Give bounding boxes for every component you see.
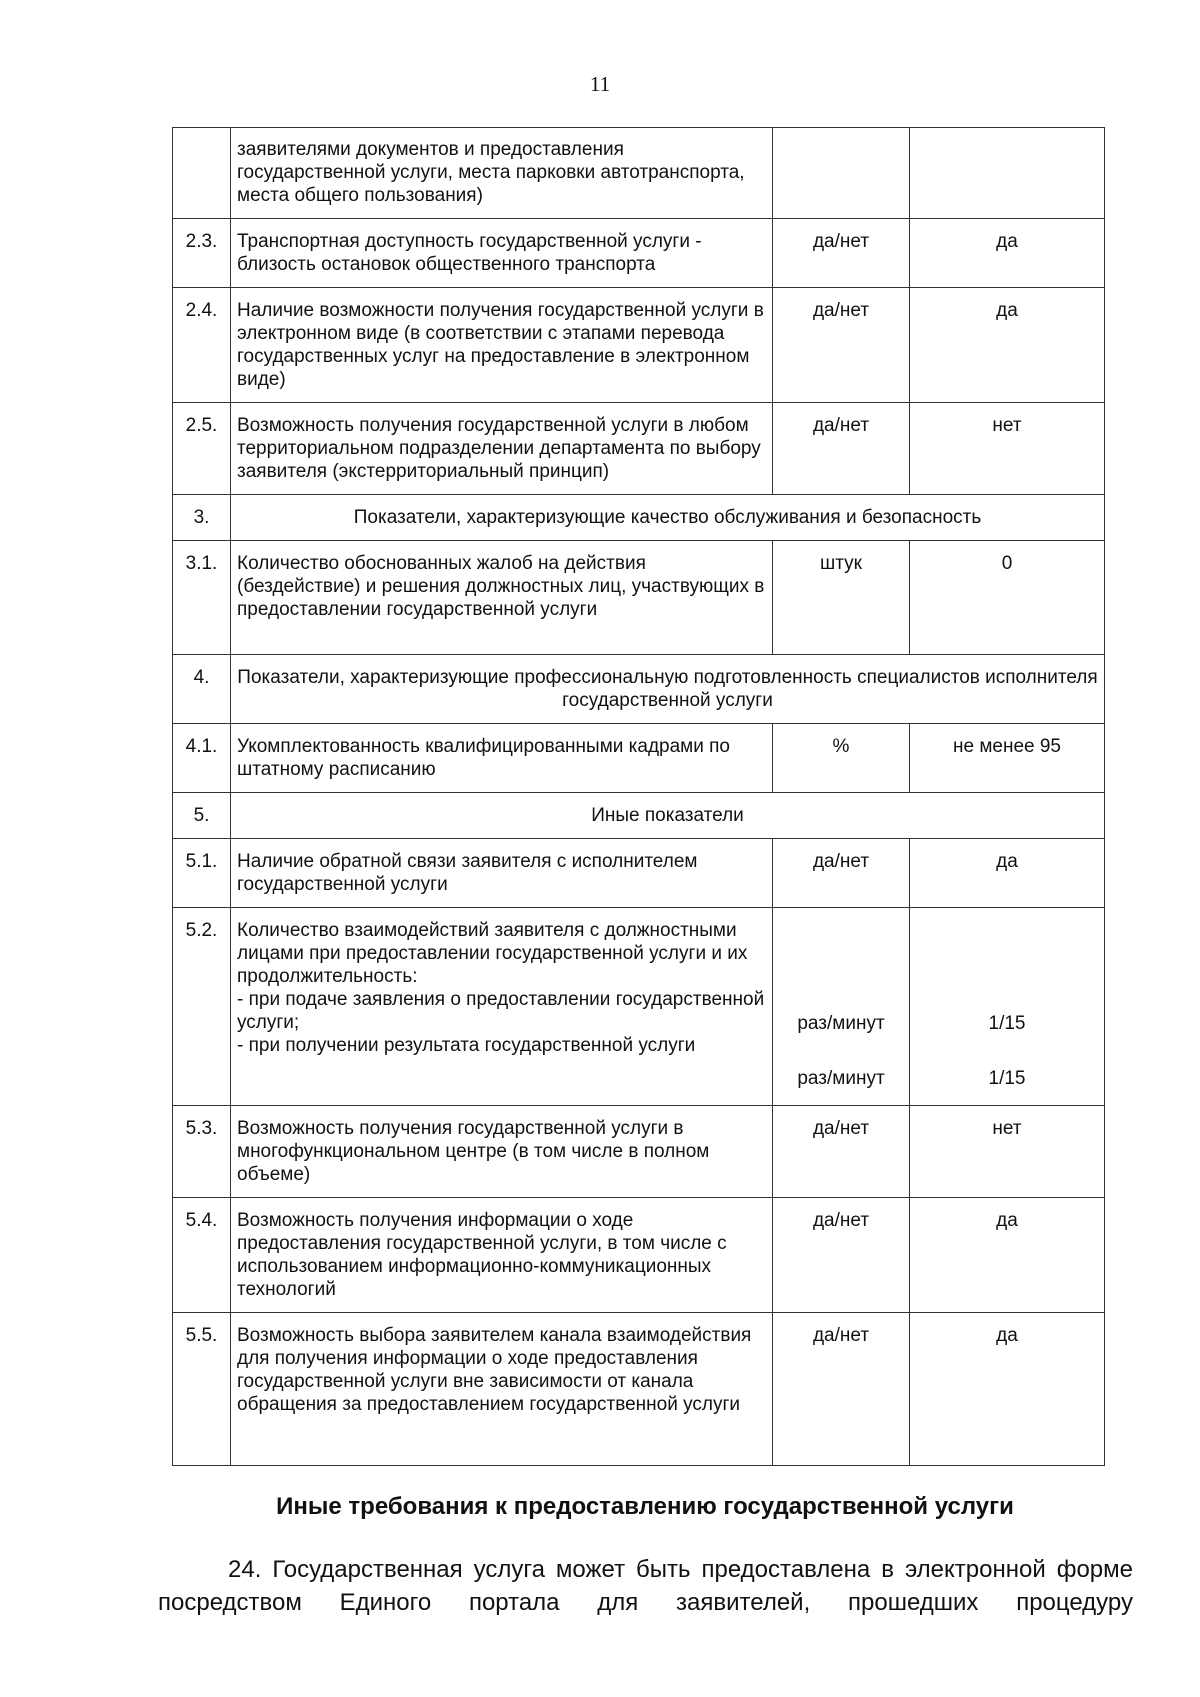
unit-cell: да/нет bbox=[773, 1198, 910, 1313]
unit-cell: да/нет bbox=[773, 1313, 910, 1466]
value-cell: не менее 95 bbox=[910, 724, 1105, 793]
row-number-cell: 5.3. bbox=[173, 1106, 231, 1198]
section-row bbox=[173, 793, 1105, 839]
value-cell: 0 bbox=[910, 541, 1105, 655]
unit-cell: штук bbox=[773, 541, 910, 655]
row-number-cell: 3. bbox=[173, 495, 231, 541]
value-cell: нет bbox=[910, 403, 1105, 495]
value-cell: да bbox=[910, 288, 1105, 403]
indicator-name-cell: Наличие обратной связи заявителя с исполнителем государственной услуги bbox=[231, 839, 773, 908]
value-cell: да bbox=[910, 839, 1105, 908]
row-number-cell: 5. bbox=[173, 793, 231, 839]
row-number-cell: 5.4. bbox=[173, 1198, 231, 1313]
indicator-name-line: - при подаче заявления о предоставлении государственной услуги; bbox=[237, 989, 765, 1033]
row-number-cell: 4. bbox=[173, 655, 231, 724]
indicator-name-cell: Возможность получения государственной услуги в многофункциональном центре (в том числе в полном объеме) bbox=[231, 1106, 773, 1198]
value-line: 1/15 bbox=[988, 1013, 1026, 1034]
row-number-cell: 5.2. bbox=[173, 908, 231, 1106]
unit-cell bbox=[773, 128, 910, 219]
value-line: 1/15 bbox=[988, 1068, 1026, 1089]
row-number-cell bbox=[173, 128, 231, 219]
value-cell: да bbox=[910, 1313, 1105, 1466]
page-number: 11 bbox=[589, 72, 611, 96]
row-number-cell: 4.1. bbox=[173, 724, 231, 793]
section-row bbox=[173, 655, 1105, 724]
table-row bbox=[173, 839, 1105, 908]
unit-cell: % bbox=[773, 724, 910, 793]
section-title-cell: Иные показатели bbox=[231, 793, 1105, 839]
paragraph-24 bbox=[158, 1553, 1133, 1619]
unit-cell: да/нет bbox=[773, 219, 910, 288]
paragraph-text: 24. Государственная услуга может быть предоставлена в электронной форме посредством Единого портала для заявителей, прошедших процедуру bbox=[158, 1556, 1133, 1616]
table-row bbox=[173, 908, 1105, 1106]
indicator-name-cell: Возможность получения государственной услуги в любом территориальном подразделении департамента по выбору заявителя (экстерриториальный принцип) bbox=[231, 403, 773, 495]
section-title-cell: Показатели, характеризующие профессиональную подготовленность специалистов исполнителя государственной услуги bbox=[231, 655, 1105, 724]
unit-cell: да/нет bbox=[773, 839, 910, 908]
table-row bbox=[173, 724, 1105, 793]
value-cell: да bbox=[910, 219, 1105, 288]
indicator-name-cell: Транспортная доступность государственной услуги - близость остановок общественного транспорта bbox=[231, 219, 773, 288]
row-number-cell: 2.5. bbox=[173, 403, 231, 495]
indicator-name-line: - при получении результата государственной услуги bbox=[237, 1035, 696, 1056]
row-number-cell: 3.1. bbox=[173, 541, 231, 655]
table-row bbox=[173, 541, 1105, 655]
row-number-cell: 5.5. bbox=[173, 1313, 231, 1466]
unit-cell: да/нет bbox=[773, 288, 910, 403]
indicator-name-cell: Возможность выбора заявителем канала взаимодействия для получения информации о ходе предоставления государственной услуги вне зависимости от канала обращения за предоставлением государственной услуги bbox=[231, 1313, 773, 1466]
value-cell bbox=[910, 908, 1105, 1106]
table-row bbox=[173, 219, 1105, 288]
value-cell bbox=[910, 128, 1105, 219]
indicator-name-cell bbox=[231, 908, 773, 1106]
row-number-cell: 2.3. bbox=[173, 219, 231, 288]
unit-cell: да/нет bbox=[773, 403, 910, 495]
unit-cell: да/нет bbox=[773, 1106, 910, 1198]
section-row bbox=[173, 495, 1105, 541]
value-cell: нет bbox=[910, 1106, 1105, 1198]
table-row bbox=[173, 1313, 1105, 1466]
table-row bbox=[173, 128, 1105, 219]
section-title-cell: Показатели, характеризующие качество обслуживания и безопасность bbox=[231, 495, 1105, 541]
table-row bbox=[173, 1106, 1105, 1198]
indicator-name-line: Количество взаимодействий заявителя с должностными лицами при предоставлении государственной услуги и их продолжительность: bbox=[237, 920, 748, 987]
indicator-name-cell: Укомплектованность квалифицированными кадрами по штатному расписанию bbox=[231, 724, 773, 793]
row-number-cell: 2.4. bbox=[173, 288, 231, 403]
value-cell: да bbox=[910, 1198, 1105, 1313]
section-heading: Иные требования к предоставлению государственной услуги bbox=[276, 1493, 1014, 1520]
unit-cell bbox=[773, 908, 910, 1106]
indicator-name-cell: Наличие возможности получения государственной услуги в электронном виде (в соответствии с этапами перевода государственных услуг на предоставление в электронном виде) bbox=[231, 288, 773, 403]
table-row bbox=[173, 403, 1105, 495]
unit-line: раз/минут bbox=[797, 1013, 885, 1034]
indicator-name-cell: Возможность получения информации о ходе предоставления государственной услуги, в том числе с использованием информационно-коммуникационных технологий bbox=[231, 1198, 773, 1313]
indicators-table bbox=[172, 127, 1105, 1466]
indicator-name-cell: заявителями документов и предоставления государственной услуги, места парковки автотранспорта, места общего пользования) bbox=[231, 128, 773, 219]
row-number-cell: 5.1. bbox=[173, 839, 231, 908]
table-row bbox=[173, 288, 1105, 403]
table-row bbox=[173, 1198, 1105, 1313]
indicator-name-cell: Количество обоснованных жалоб на действия (бездействие) и решения должностных лиц, участвующих в предоставлении государственной услуги bbox=[231, 541, 773, 655]
unit-line: раз/минут bbox=[797, 1068, 885, 1089]
